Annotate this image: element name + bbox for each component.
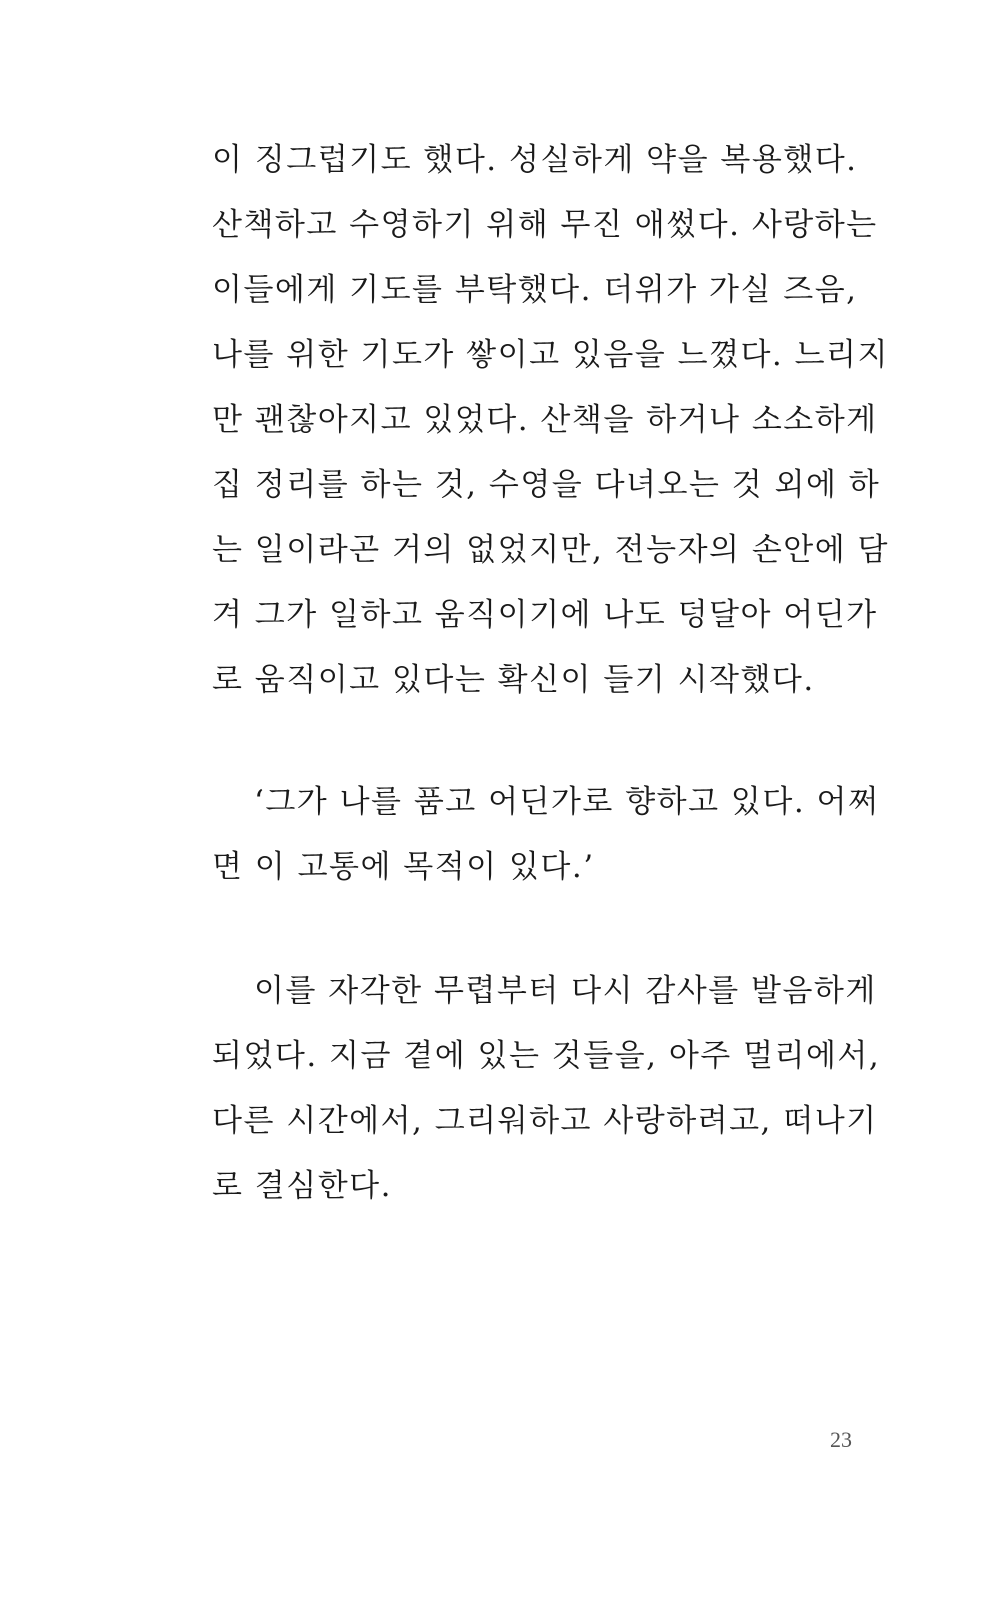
paragraph-1-line-8: 겨 그가 일하고 움직이기에 나도 덩달아 어딘가 <box>212 597 878 633</box>
paragraph-2-line-1: ‘그가 나를 품고 어딘가로 향하고 있다. 어쩌 <box>254 784 880 820</box>
paragraph-3-line-2: 되었다. 지금 곁에 있는 것들을, 아주 멀리에서, <box>212 1038 881 1074</box>
paragraph-1-line-7: 는 일이라곤 거의 없었지만, 전능자의 손안에 담 <box>212 532 889 568</box>
paragraph-3-line-3: 다른 시간에서, 그리워하고 사랑하려고, 떠나기 <box>212 1103 878 1139</box>
paragraph-1-line-1: 이 징그럽기도 했다. 성실하게 약을 복용했다. <box>212 142 858 178</box>
page-number: 23 <box>830 1427 852 1452</box>
paragraph-1-line-9: 로 움직이고 있다는 확신이 들기 시작했다. <box>212 662 815 698</box>
paragraph-1-line-5: 만 괜찮아지고 있었다. 산책을 하거나 소소하게 <box>212 402 878 438</box>
paragraph-1-line-3: 이들에게 기도를 부탁했다. 더위가 가실 즈음, <box>212 272 858 308</box>
paragraph-3-line-1: 이를 자각한 무렵부터 다시 감사를 발음하게 <box>254 973 877 1009</box>
paragraph-1-line-2: 산책하고 수영하기 위해 무진 애썼다. 사랑하는 <box>212 207 878 243</box>
paragraph-1-line-4: 나를 위한 기도가 쌓이고 있음을 느꼈다. 느리지 <box>212 337 889 373</box>
paragraph-1-line-6: 집 정리를 하는 것, 수영을 다녀오는 것 외에 하 <box>212 467 881 503</box>
paragraph-3-line-4: 로 결심한다. <box>212 1168 392 1204</box>
paragraph-2-line-2: 면 이 고통에 목적이 있다.’ <box>212 849 595 885</box>
